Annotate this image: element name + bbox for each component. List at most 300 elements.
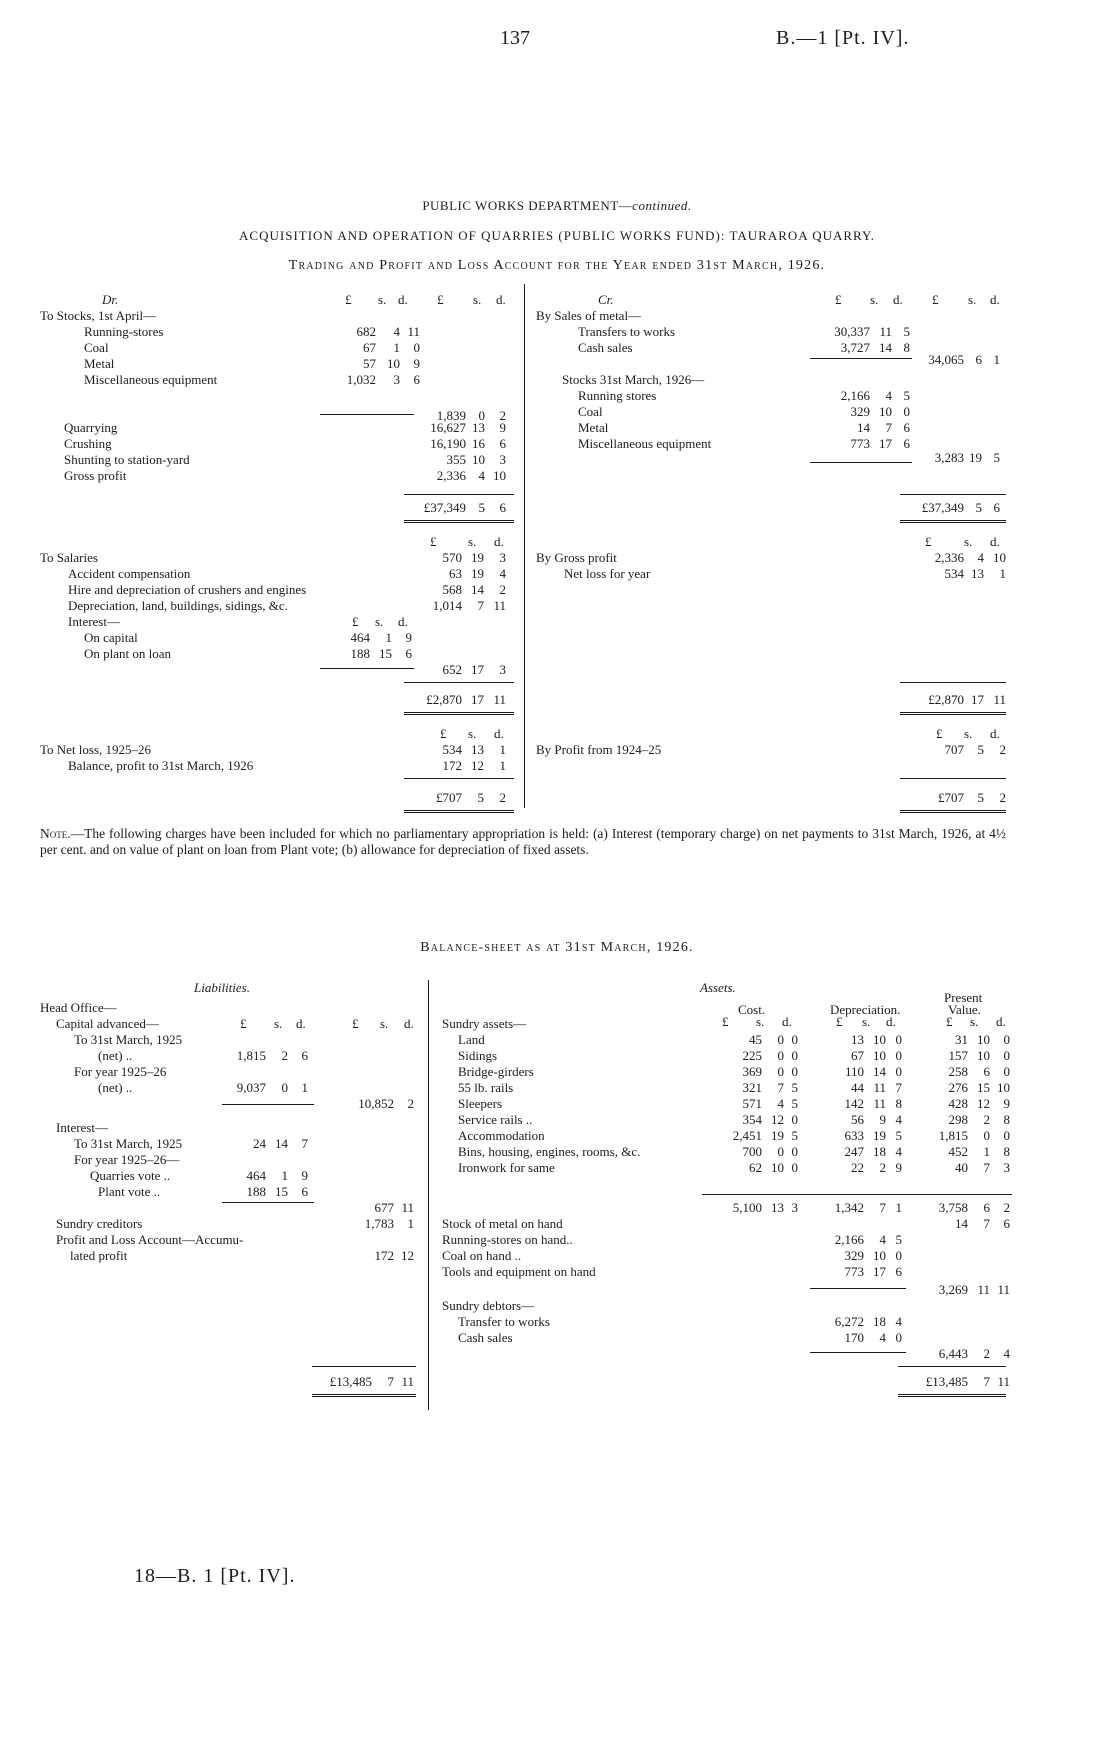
asset-present-value-shillings: 10 <box>977 1048 990 1063</box>
asset-cost-pounds: 700 <box>742 1144 762 1159</box>
balance-divider <box>428 980 429 1410</box>
debtor-amount-pence: 0 <box>895 1330 902 1345</box>
asset-cost-shillings: 12 <box>771 1112 784 1127</box>
debit-total-shillings: 5 <box>477 790 484 805</box>
asset-present-value-pounds: 298 <box>948 1112 968 1127</box>
asset-present-value-shillings: 12 <box>977 1096 990 1111</box>
amount-pounds: 188 <box>246 1184 266 1199</box>
closing-stock-amount-pence: 6 <box>903 420 910 435</box>
asset-cost-pence: 0 <box>791 1048 798 1063</box>
cost-subtotal-pence: 3 <box>791 1200 798 1215</box>
asset-present-value-shillings: 0 <box>983 1128 990 1143</box>
interest-item-label: On capital <box>84 630 138 645</box>
asset-item-label: Land <box>458 1032 485 1047</box>
asset-present-value-pence: 9 <box>1003 1096 1010 1111</box>
total-double-rule <box>404 810 514 813</box>
col-head-s: s. <box>964 726 973 741</box>
expense-item-label: To Salaries <box>40 550 98 565</box>
asset-depreciation-shillings: 2 <box>879 1160 886 1175</box>
quarry-title: ACQUISITION AND OPERATION OF QUARRIES (PUBLIC WORKS FUND): TAURAROA QUARRY. <box>239 228 875 243</box>
column-divider <box>524 284 525 808</box>
asset-depreciation-shillings: 9 <box>879 1112 886 1127</box>
department-title: PUBLIC WORKS DEPARTMENT—continued. <box>422 198 692 213</box>
col-head-pound: £ <box>946 1014 953 1029</box>
asset-cost-pounds: 62 <box>749 1160 762 1175</box>
subtotal-rule <box>810 1352 906 1353</box>
pl-account-label-2: lated profit <box>70 1248 128 1263</box>
stock-item-amount-pence: 0 <box>413 340 420 355</box>
col-head-d: d. <box>494 534 504 549</box>
expense-item-amount-pence: 4 <box>499 566 506 581</box>
dep-subtotal-pence: 1 <box>895 1200 902 1215</box>
stock-on-hand-label: Coal on hand .. <box>442 1248 522 1263</box>
asset-depreciation-pence: 7 <box>895 1080 902 1095</box>
asset-present-value-pounds: 157 <box>948 1048 968 1063</box>
stock-total-pence: 11 <box>997 1282 1010 1297</box>
asset-depreciation-pence: 0 <box>895 1064 902 1079</box>
trading-item-label: Shunting to station-yard <box>64 452 190 467</box>
for-year-int-label: For year 1925–26— <box>74 1152 180 1167</box>
amount-pence: 7 <box>301 1136 308 1151</box>
amount-pounds: 24 <box>253 1136 266 1151</box>
closing-stock-label: Coal <box>578 404 603 419</box>
asset-item-label: Sidings <box>458 1048 498 1063</box>
col-head-d: d. <box>494 726 504 741</box>
closing-stock-label: Metal <box>578 420 609 435</box>
asset-cost-shillings: 4 <box>777 1096 784 1111</box>
trading-item-amount-pence: 10 <box>493 468 506 483</box>
expense-item-label: Depreciation, land, buildings, sidings, &c. <box>68 598 288 613</box>
asset-depreciation-pounds: 633 <box>844 1128 864 1143</box>
col-head-pound: £ <box>352 1016 359 1031</box>
expense-item-amount-shillings: 19 <box>471 550 484 565</box>
debit-total-shillings: 17 <box>471 692 484 707</box>
amount-shillings: 12 <box>401 1248 414 1263</box>
asset-cost-pounds: 225 <box>742 1048 762 1063</box>
amount-pounds: 1,815 <box>236 1048 266 1063</box>
stock-on-hand-amount-pounds: 773 <box>844 1264 864 1279</box>
debit-total-pence: 11 <box>493 692 506 707</box>
by-sales-heading: By Sales of metal— <box>536 308 642 323</box>
subtotal-rule <box>702 1194 1012 1195</box>
credit-total-shillings: 17 <box>971 692 984 707</box>
pl-credit-amount-pence: 1 <box>999 566 1006 581</box>
sales-item-amount-shillings: 14 <box>879 340 892 355</box>
stock-on-hand-amount-shillings: 4 <box>879 1232 886 1247</box>
trading-item-label: Quarrying <box>64 420 118 435</box>
closing-stock-amount-pence: 5 <box>903 388 910 403</box>
asset-present-value-shillings: 10 <box>977 1032 990 1047</box>
credit-total-pence: 2 <box>999 790 1006 805</box>
asset-depreciation-pounds: 13 <box>851 1032 864 1047</box>
asset-present-value-pounds: 428 <box>948 1096 968 1111</box>
stock-on-hand-amount-shillings: 17 <box>873 1264 886 1279</box>
stocks-subtotal-pounds: 3,283 <box>934 450 964 465</box>
note-paragraph: Note.—The following charges have been included for which no parliamentary appropriation is held: (a) Interest (temporary charge) on net payments to 31st March, 1926, at 4½ per cent. and on value of plant on loan from Plant vote; (b) allowance for depreciation of fixed assets. <box>40 826 1006 857</box>
asset-item-label: 55 lb. rails <box>458 1080 514 1095</box>
credit-total-pounds: £707 <box>938 790 964 805</box>
closing-stock-amount-pounds: 329 <box>850 404 870 419</box>
asset-depreciation-pence: 4 <box>895 1144 902 1159</box>
account-title: Trading and Profit and Loss Account for the Year ended 31st March, 1926. <box>288 258 826 273</box>
pl-credit-label: Net loss for year <box>564 566 651 581</box>
total-double-rule <box>900 810 1006 813</box>
expense-item-amount-pounds: 63 <box>449 566 462 581</box>
interest-subtotal-pence: 3 <box>499 662 506 677</box>
amount-pence: 6 <box>301 1048 308 1063</box>
assets-total-pounds: £13,485 <box>925 1374 968 1389</box>
debtor-label: Transfer to works <box>458 1314 550 1329</box>
pv-subtotal-pounds: 3,758 <box>938 1200 968 1215</box>
sundry-creditors-label: Sundry creditors <box>56 1216 143 1231</box>
asset-cost-shillings: 0 <box>777 1064 784 1079</box>
asset-item-label: Sleepers <box>458 1096 503 1111</box>
debtor-amount-shillings: 18 <box>873 1314 886 1329</box>
stock-item-amount-pence: 11 <box>407 324 420 339</box>
amount-pounds: 1,783 <box>364 1216 394 1231</box>
asset-present-value-pounds: 40 <box>955 1160 968 1175</box>
trading-item-amount-shillings: 10 <box>472 452 485 467</box>
interest-item-amount-pounds: 464 <box>350 630 370 645</box>
subtotal-rule <box>810 1288 906 1289</box>
liabilities-total-pence: 11 <box>401 1374 414 1389</box>
asset-present-value-pence: 0 <box>1003 1128 1010 1143</box>
expense-item-amount-pounds: 570 <box>442 550 462 565</box>
appropriation-credit-amount-pence: 2 <box>999 742 1006 757</box>
interest-item-amount-shillings: 1 <box>385 630 392 645</box>
stock-item-amount-pounds: 682 <box>356 324 376 339</box>
interest-heading: Interest— <box>68 614 120 629</box>
col-head-s: s. <box>870 292 879 307</box>
total-rule <box>900 778 1006 779</box>
stock-total-shillings: 11 <box>977 1282 990 1297</box>
sales-item-amount-pence: 8 <box>903 340 910 355</box>
asset-item-label: Ironwork for same <box>458 1160 555 1175</box>
interest-item-amount-pounds: 188 <box>350 646 370 661</box>
col-head-s: s. <box>375 614 384 629</box>
trading-item-amount-pounds: 16,627 <box>430 420 466 435</box>
col-head-pound: £ <box>240 1016 247 1031</box>
subtotal-rule <box>810 358 912 359</box>
stock-on-hand-label: Tools and equipment on hand <box>442 1264 596 1279</box>
asset-present-value-pounds: 258 <box>948 1064 968 1079</box>
stocks-heading: Stocks 31st March, 1926— <box>562 372 705 387</box>
stock-on-hand-amount-shillings: 10 <box>873 1248 886 1263</box>
stocks-subtotal-shillings: 0 <box>478 408 485 423</box>
trading-item-amount-pounds: 16,190 <box>430 436 466 451</box>
asset-present-value-pounds: 1,815 <box>938 1128 968 1143</box>
sales-item-amount-shillings: 11 <box>879 324 892 339</box>
interest-total-shillings: 11 <box>401 1200 414 1215</box>
expense-item-amount-pence: 2 <box>499 582 506 597</box>
liabilities-total-pounds: £13,485 <box>329 1374 372 1389</box>
col-head-d: d. <box>496 292 506 307</box>
pv-subtotal-pence: 2 <box>1003 1200 1010 1215</box>
pl-credit-amount-pounds: 534 <box>944 566 964 581</box>
amount-pence: 9 <box>301 1168 308 1183</box>
depreciation-head: Depreciation. <box>830 1002 901 1017</box>
asset-present-value-shillings: 15 <box>977 1080 990 1095</box>
debtor-amount-pounds: 6,272 <box>834 1314 864 1329</box>
closing-stock-amount-shillings: 17 <box>879 436 892 451</box>
subtotal-rule <box>320 668 414 669</box>
liabilities-total-shillings: 7 <box>387 1374 394 1389</box>
asset-depreciation-shillings: 18 <box>873 1144 886 1159</box>
debtor-amount-shillings: 4 <box>879 1330 886 1345</box>
interest-item-amount-pence: 6 <box>405 646 412 661</box>
page-number: 137 <box>500 27 530 49</box>
pl-credit-label: By Gross profit <box>536 550 617 565</box>
subtotal-rule <box>810 462 912 463</box>
sales-item-label: Cash sales <box>578 340 633 355</box>
closing-stock-amount-pence: 0 <box>903 404 910 419</box>
sales-subtotal-pounds: 34,065 <box>928 352 964 367</box>
expense-item-amount-pence: 11 <box>493 598 506 613</box>
col-head-pound: £ <box>836 1014 843 1029</box>
liabilities-label: Liabilities. <box>194 980 250 995</box>
stocks-subtotal-shillings: 19 <box>969 450 982 465</box>
asset-cost-pence: 5 <box>791 1128 798 1143</box>
subtotal-rule <box>222 1104 314 1105</box>
appropriation-debit-amount-pence: 1 <box>499 758 506 773</box>
net-label: (net) .. <box>98 1048 133 1063</box>
pl-account-label: Profit and Loss Account—Accumu- <box>56 1232 244 1247</box>
closing-stock-amount-shillings: 4 <box>885 388 892 403</box>
debit-total-pence: 2 <box>499 790 506 805</box>
stock-on-hand-label: Stock of metal on hand <box>442 1216 563 1231</box>
interest-subtotal-pounds: 652 <box>442 662 462 677</box>
asset-present-value-pence: 0 <box>1003 1032 1010 1047</box>
asset-cost-pounds: 369 <box>742 1064 762 1079</box>
amount-pounds: 172 <box>374 1248 394 1263</box>
closing-stock-label: Running stores <box>578 388 657 403</box>
amount-shillings: 15 <box>275 1184 288 1199</box>
stock-item-amount-shillings: 3 <box>393 372 400 387</box>
asset-depreciation-pounds: 67 <box>851 1048 864 1063</box>
credit-total-pounds: £2,870 <box>928 692 964 707</box>
stock-item-label: Metal <box>84 356 115 371</box>
col-head-d: d. <box>996 1014 1006 1029</box>
amount-shillings: 0 <box>281 1080 288 1095</box>
appropriation-debit-label: To Net loss, 1925–26 <box>40 742 152 757</box>
sales-item-amount-pounds: 30,337 <box>834 324 870 339</box>
plant-vote-label: Plant vote .. <box>98 1184 161 1199</box>
appropriation-credit-amount-shillings: 5 <box>977 742 984 757</box>
stocks-subtotal-pence: 2 <box>499 408 506 423</box>
col-head-pound: £ <box>722 1014 729 1029</box>
expense-item-amount-pounds: 568 <box>442 582 462 597</box>
col-head-pound: £ <box>925 534 932 549</box>
stock-item-label: Coal <box>84 340 109 355</box>
amount-pounds: 464 <box>246 1168 266 1183</box>
pl-credit-amount-shillings: 13 <box>971 566 984 581</box>
amount-pence: 1 <box>301 1080 308 1095</box>
asset-item-label: Bins, housing, engines, rooms, &c. <box>458 1144 641 1159</box>
debit-total-pence: 6 <box>499 500 506 515</box>
col-head-s: s. <box>380 1016 389 1031</box>
asset-depreciation-pence: 0 <box>895 1032 902 1047</box>
debit-label: Dr. <box>102 292 119 307</box>
col-head-s: s. <box>756 1014 765 1029</box>
col-head-pound: £ <box>430 534 437 549</box>
col-head-s: s. <box>473 292 482 307</box>
col-head-d: d. <box>893 292 903 307</box>
asset-cost-pounds: 2,451 <box>732 1128 762 1143</box>
col-head-s: s. <box>378 292 387 307</box>
stock-total-pounds: 3,269 <box>938 1282 968 1297</box>
col-head-pound: £ <box>932 292 939 307</box>
trading-item-amount-shillings: 13 <box>472 420 485 435</box>
credit-total-shillings: 5 <box>977 790 984 805</box>
stock-item-amount-pence: 6 <box>413 372 420 387</box>
col-head-pound: £ <box>936 726 943 741</box>
col-head-d: d. <box>398 614 408 629</box>
present-value-head: Present <box>944 990 983 1005</box>
stock-metal-pv-pence: 6 <box>1003 1216 1010 1231</box>
asset-present-value-pounds: 276 <box>948 1080 968 1095</box>
debtor-amount-pounds: 170 <box>844 1330 864 1345</box>
col-head-pound: £ <box>437 292 444 307</box>
credit-total-pounds: £37,349 <box>921 500 964 515</box>
asset-cost-shillings: 19 <box>771 1128 784 1143</box>
stock-on-hand-amount-pounds: 329 <box>844 1248 864 1263</box>
asset-depreciation-pence: 8 <box>895 1096 902 1111</box>
total-double-rule <box>898 1394 1006 1397</box>
total-double-rule <box>312 1394 416 1397</box>
assets-label: Assets. <box>700 980 736 995</box>
col-head-s: s. <box>970 1014 979 1029</box>
interest-item-label: On plant on loan <box>84 646 172 661</box>
stock-on-hand-amount-pence: 5 <box>895 1232 902 1247</box>
trading-item-label: Crushing <box>64 436 112 451</box>
asset-depreciation-shillings: 11 <box>873 1096 886 1111</box>
pv-subtotal-shillings: 6 <box>983 1200 990 1215</box>
col-head-d: d. <box>990 726 1000 741</box>
asset-present-value-shillings: 1 <box>983 1144 990 1159</box>
asset-present-value-shillings: 6 <box>983 1064 990 1079</box>
for-year-label: For year 1925–26 <box>74 1064 167 1079</box>
asset-depreciation-pounds: 22 <box>851 1160 864 1175</box>
expense-item-amount-shillings: 14 <box>471 582 484 597</box>
col-head-d: d. <box>990 534 1000 549</box>
net-label: (net) .. <box>98 1080 133 1095</box>
pl-credit-amount-shillings: 4 <box>977 550 984 565</box>
pl-credit-amount-pounds: 2,336 <box>934 550 964 565</box>
head-office-label: Head Office— <box>40 1000 117 1015</box>
stocks-subtotal-pence: 5 <box>993 450 1000 465</box>
asset-depreciation-pounds: 44 <box>851 1080 864 1095</box>
stock-item-amount-shillings: 4 <box>393 324 400 339</box>
asset-cost-pounds: 321 <box>742 1080 762 1095</box>
assets-total-shillings: 7 <box>983 1374 990 1389</box>
asset-depreciation-shillings: 11 <box>873 1080 886 1095</box>
sales-subtotal-shillings: 6 <box>975 352 982 367</box>
debit-total-pounds: £707 <box>436 790 462 805</box>
asset-depreciation-pounds: 110 <box>844 1064 864 1079</box>
stock-item-amount-pence: 9 <box>413 356 420 371</box>
asset-depreciation-pounds: 247 <box>844 1144 864 1159</box>
asset-depreciation-shillings: 10 <box>873 1048 886 1063</box>
cost-subtotal-shillings: 13 <box>771 1200 784 1215</box>
expense-item-amount-pence: 3 <box>499 550 506 565</box>
debtor-amount-pence: 4 <box>895 1314 902 1329</box>
closing-stock-amount-shillings: 10 <box>879 404 892 419</box>
appropriation-credit-amount-pounds: 707 <box>944 742 964 757</box>
asset-present-value-pence: 8 <box>1003 1112 1010 1127</box>
sundry-assets-label: Sundry assets— <box>442 1016 527 1031</box>
appropriation-debit-amount-shillings: 13 <box>471 742 484 757</box>
asset-cost-pence: 0 <box>791 1064 798 1079</box>
col-head-d: d. <box>990 292 1000 307</box>
closing-stock-amount-pounds: 2,166 <box>840 388 870 403</box>
debit-total-pounds: £2,870 <box>426 692 462 707</box>
stock-on-hand-amount-pounds: 2,166 <box>834 1232 864 1247</box>
asset-cost-shillings: 7 <box>777 1080 784 1095</box>
closing-stock-amount-pence: 6 <box>903 436 910 451</box>
credit-total-shillings: 5 <box>975 500 982 515</box>
stock-on-hand-amount-pence: 0 <box>895 1248 902 1263</box>
asset-depreciation-pence: 9 <box>895 1160 902 1175</box>
balance-sheet-title: Balance-sheet as at 31st March, 1926. <box>420 940 694 955</box>
closing-stock-amount-pounds: 14 <box>857 420 870 435</box>
asset-depreciation-pence: 4 <box>895 1112 902 1127</box>
interest-item-amount-pence: 9 <box>405 630 412 645</box>
col-head-pound: £ <box>352 614 359 629</box>
total-rule <box>404 778 514 779</box>
closing-stock-amount-shillings: 7 <box>885 420 892 435</box>
asset-present-value-pence: 0 <box>1003 1048 1010 1063</box>
amount-shillings: 14 <box>275 1136 288 1151</box>
interest-subtotal-shillings: 17 <box>471 662 484 677</box>
interest-label: Interest— <box>56 1120 108 1135</box>
stock-item-label: Miscellaneous equipment <box>84 372 218 387</box>
expense-item-amount-shillings: 7 <box>477 598 484 613</box>
debtor-label: Cash sales <box>458 1330 513 1345</box>
col-head-pound: £ <box>440 726 447 741</box>
asset-present-value-shillings: 7 <box>983 1160 990 1175</box>
asset-cost-pounds: 571 <box>742 1096 762 1111</box>
trading-item-label: Gross profit <box>64 468 127 483</box>
total-double-rule <box>404 712 514 715</box>
sundry-debtors-label: Sundry debtors— <box>442 1298 535 1313</box>
col-head-s: s. <box>274 1016 283 1031</box>
col-head-d: d. <box>296 1016 306 1031</box>
total-double-rule <box>900 712 1006 715</box>
appropriation-debit-amount-shillings: 12 <box>471 758 484 773</box>
expense-item-amount-shillings: 19 <box>471 566 484 581</box>
asset-cost-pence: 0 <box>791 1032 798 1047</box>
int-to-31-label: To 31st March, 1925 <box>74 1136 183 1151</box>
asset-cost-pence: 0 <box>791 1112 798 1127</box>
trading-item-amount-shillings: 16 <box>472 436 485 451</box>
to-31-march-label: To 31st March, 1925 <box>74 1032 183 1047</box>
asset-depreciation-pence: 5 <box>895 1128 902 1143</box>
asset-present-value-pence: 10 <box>997 1080 1010 1095</box>
asset-cost-pence: 5 <box>791 1080 798 1095</box>
debit-total-shillings: 5 <box>478 500 485 515</box>
amount-shillings: 1 <box>407 1216 414 1231</box>
stock-item-amount-pounds: 57 <box>363 356 376 371</box>
amount-shillings: 1 <box>281 1168 288 1183</box>
col-head-pound: £ <box>345 292 352 307</box>
sales-item-amount-pounds: 3,727 <box>840 340 870 355</box>
sales-item-amount-pence: 5 <box>903 324 910 339</box>
asset-present-value-shillings: 2 <box>983 1112 990 1127</box>
credit-label: Cr. <box>598 292 614 307</box>
dep-subtotal-pounds: 1,342 <box>834 1200 864 1215</box>
trading-item-amount-pounds: 2,336 <box>436 468 466 483</box>
stock-item-amount-pounds: 67 <box>363 340 376 355</box>
